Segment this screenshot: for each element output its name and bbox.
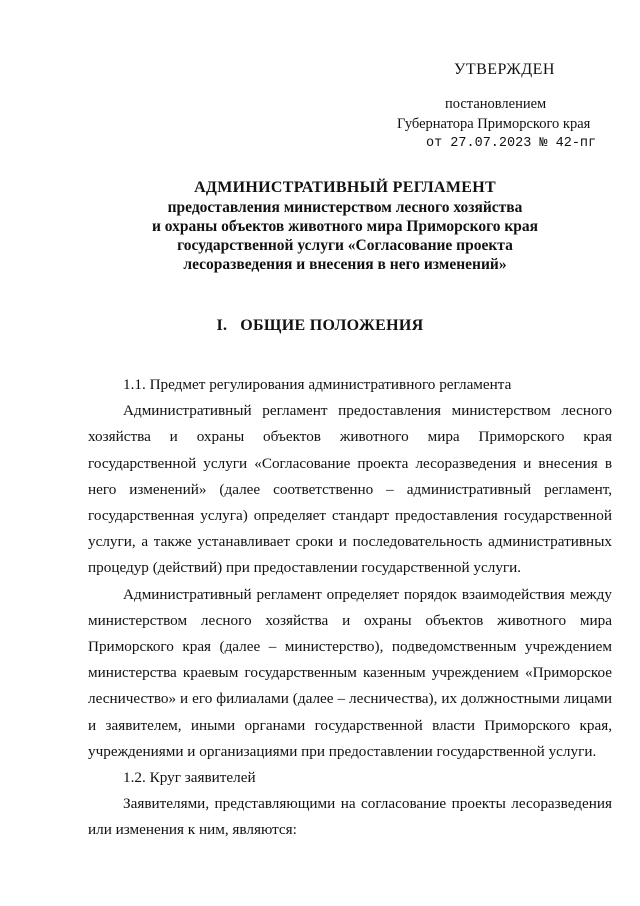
governor-label: Губернатора Приморского края (397, 116, 591, 132)
section-heading (0, 317, 640, 335)
paragraph-subject: Административный регламент предоставления министерством лесного хозяйства и охраны объектов животного мира Приморского края государственной услуги «Согласование проекта лесоразведения и внесения в него изменений» (далее соответственно – административный регламент, государственная услуга) определяет стандарт предоставления государственной услуги, а также устанавливает сроки и последовательность административных процедур (действий) при предоставлении государственной услуги. (88, 402, 612, 577)
subsection-heading-1-1: 1.1. Предмет регулирования административного регламента (123, 376, 512, 393)
approved-label: УТВЕРЖДЕН (454, 61, 555, 78)
paragraph-interaction: Административный регламент определяет порядок взаимодействия между министерством лесного хозяйства и охраны объектов животного мира Приморского края (далее – министерство), подведомственным учреждением министерства краевым государственным казенным учреждением «Приморское лесничество» и его филиалами (далее – лесничества), их должностными лицами и заявителем, иными органами государственной власти Приморского края, учреждениями и организациями при предоставлении государственной услуги. (88, 585, 612, 760)
title-line-4: государственной услуги «Согласование проекта (177, 237, 513, 254)
document-body (88, 372, 612, 844)
decree-date-number: от 27.07.2023 № 42-пг (426, 136, 597, 151)
section-heading-text: I. ОБЩИЕ ПОЛОЖЕНИЯ (216, 317, 424, 334)
title-line-5: лесоразведения и внесения в него изменений» (183, 256, 507, 273)
document-title (60, 178, 630, 274)
subsection-heading-1-2: 1.2. Круг заявителей (123, 769, 256, 787)
title-line-3: и охраны объектов животного мира Приморского края (151, 218, 539, 235)
title-main: АДМИНИСТРАТИВНЫЙ РЕГЛАМЕНТ (194, 179, 496, 196)
paragraph-applicants: Заявителями, представляющими на согласование проекты лесоразведения или изменения к ним, являются: (88, 795, 612, 839)
title-line-2: предоставления министерством лесного хозяйства (167, 199, 523, 216)
decree-label: постановлением (445, 96, 547, 112)
